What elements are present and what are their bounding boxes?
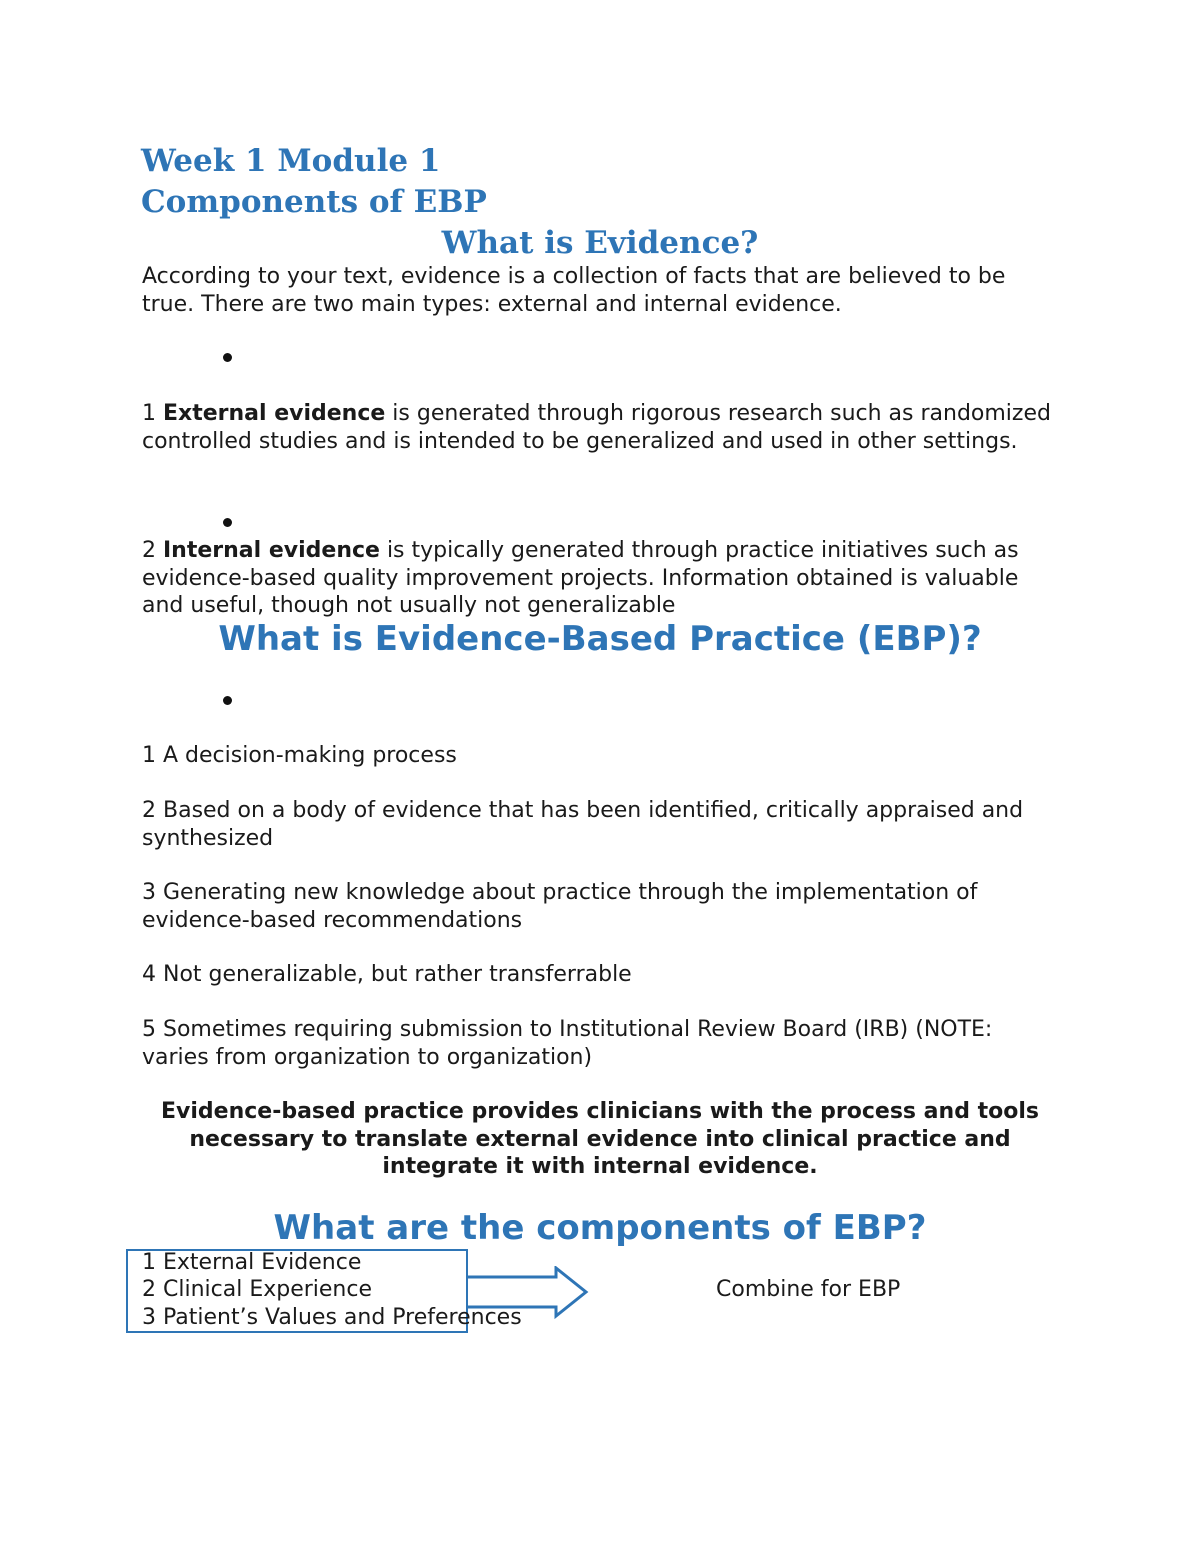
bullet-marker [223,353,232,362]
ebp-heading: What is Evidence-Based Practice (EBP)? [218,619,982,659]
bullet-marker [223,696,232,705]
external-evidence-item [142,400,1062,455]
item-term: Internal evidence [163,538,380,563]
ebp-summary: Evidence-based practice provides clinicians with the process and tools necessary to translate external evidence into clinical practice and integrate it with internal evidence. [161,1099,1039,1179]
evidence-intro: According to your text, evidence is a collection of facts that are believed to be true. There are two main types: external and internal evidence. [142,264,1006,317]
combine-label: Combine for EBP [716,1277,901,1302]
component-item-3: 3 Patient’s Values and Preferences [142,1305,522,1330]
ebp-item-3: 3 Generating new knowledge about practice through the implementation of evidence-based recommendations [142,880,978,933]
bullet-marker [223,518,232,527]
components-heading: What are the components of EBP? [273,1208,927,1248]
internal-evidence-item [142,537,1062,620]
components-title: Components of EBP [141,184,487,220]
item-text: is generated through rigorous research such as randomized controlled studies and is intended to be generalized and used in other settings. [142,401,1051,454]
week-title: Week 1 Module 1 [141,143,441,179]
item-text: is typically generated through practice initiatives such as evidence-based quality improvement projects. Information obtained is valuable and useful, though not usually not generalizable [142,538,1019,618]
ebp-item-2: 2 Based on a body of evidence that has been identified, critically appraised and synthesized [142,798,1024,851]
item-number: 2 [142,538,156,563]
evidence-heading: What is Evidence? [441,225,759,261]
item-term: External evidence [163,401,386,426]
ebp-item-1: 1 A decision-making process [142,743,457,768]
component-item-2: 2 Clinical Experience [142,1277,373,1302]
item-number: 1 [142,401,156,426]
component-item-1: 1 External Evidence [142,1250,362,1275]
ebp-item-5: 5 Sometimes requiring submission to Institutional Review Board (IRB) (NOTE: varies from organization to organization) [142,1017,993,1070]
ebp-item-4: 4 Not generalizable, but rather transferrable [142,962,632,987]
